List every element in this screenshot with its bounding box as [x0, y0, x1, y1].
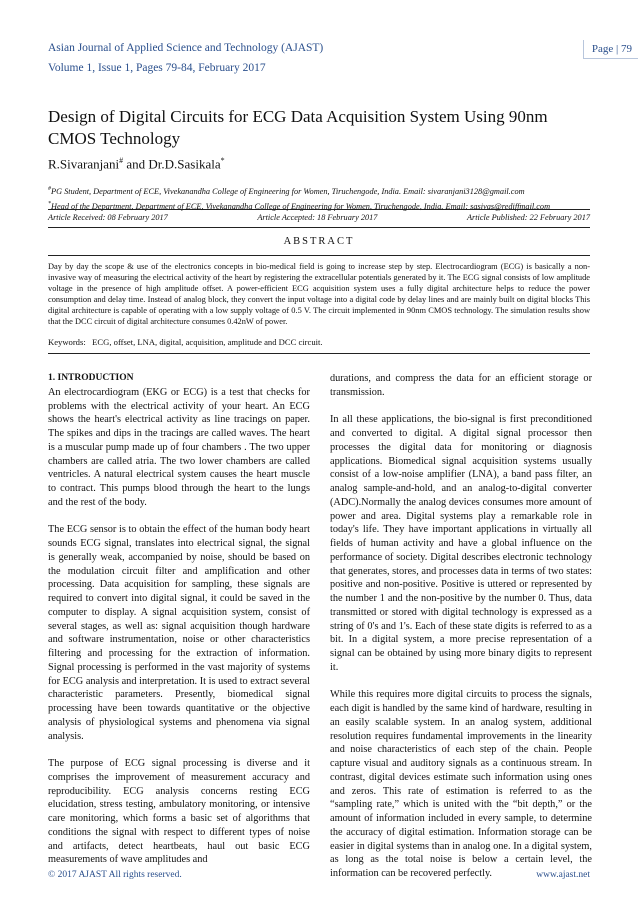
section-heading-introduction: 1. INTRODUCTION [48, 373, 134, 383]
journal-header [48, 38, 323, 78]
abstract-text: Day by day the scope & use of the electronics concepts in bio-medical field is going to increase step by step. Electrocardiogram (ECG) is basically a non-invasive way of measuring the electrical activity of the heart by registering the extracellular potentials generated by it. The ECG signal consists of low amplitude voltage in the presence of high amplitude offset. A power-efficient ECG acquisition system uses a fully digital architecture helps to reduce the power consumption and delay time. Instead of analog block, they convert the input voltage into a digital code by delay lines and are mainly built on digital blocks This digital architecture is capable of operating with a low supply voltage of 0.5 V. The circuit implemented in 90nm CMOS technology. The simulation results show that the DCC circuit of digital architecture consumes 0.42nW of power. [48, 262, 590, 327]
keywords-text: ECG, offset, LNA, digital, acquisition, amplitude and DCC circuit. [92, 337, 323, 347]
journal-name: Asian Journal of Applied Science and Technology (AJAST) [48, 42, 324, 54]
date-accepted: Article Accepted: 18 February 2017 [257, 213, 378, 222]
affiliation-1-mark: # [48, 186, 51, 192]
divider-abstract-bottom [48, 353, 590, 354]
abstract-heading: ABSTRACT [283, 236, 355, 247]
page-number: Page | 79 [583, 40, 638, 59]
website-link[interactable]: www.ajast.net [536, 870, 590, 880]
affiliation-1 [48, 183, 608, 198]
paragraph: While this requires more digital circuits to process the signals, each digit is handled by the same kind of hardware, resulting in an easily scalable system. In an analog system, additional resolution requires fundamental improvements in the linearity and noise characteristics of each step of the chain. People capture visual and auditory signals as a continuous stream. In contrast, digital devices estimate such information using ones and zeros. This rate of estimation is referred to as the “sampling rate,” which is united with the “bit depth,” or the amount of information included in every sample, to determine the accuracy of digital estimation. Information storage can be easier in digital systems than in analog one. In a digital system, as long as the total noise is below a certain level, the information can be recovered perfectly. [330, 689, 592, 879]
journal-volume: Volume 1, Issue 1, Pages 79-84, February 2017 [48, 62, 266, 74]
body-column-left [48, 372, 310, 881]
paragraph: The ECG sensor is to obtain the effect of the human body heart sounds ECG signal, translates into electrical signal, the signal is generally weak, accompanied by noise, should be based on the modulation circuit filter and amplification and other processing. Data acquisition for sampling, these signals are required to convert into digital signal, it could be saved in the computer to display. A signal acquisition system, consist of several stages, as well as: signal acquisition though hardware and software instrumentation, noise or other characteristics filtering and processing for the extraction of information. Signal processing is performed in the vast majority of systems for ECG analysis and interpretation. It is used to extract several characteristic parameters. Presently, biomedical signal processing have been towards quantitative or the objective analysis of physiological systems and phenomena via signal analysis. [48, 524, 310, 742]
paragraph: durations, and compress the data for an efficient storage or transmission. [330, 373, 592, 398]
author-2-mark: * [220, 156, 225, 165]
article-dates [48, 213, 590, 222]
divider-abstract-top [48, 255, 590, 256]
affiliation-2-mark: * [48, 200, 51, 207]
keywords-line [48, 337, 590, 347]
author-2: Dr.D.Sasikala [148, 156, 221, 172]
affiliation-1-text: PG Student, Department of ECE, Vivekanandha College of Engineering for Women, Tiruchengode, India. Email: sivaranjani3128@gmail.com [51, 186, 525, 196]
divider-dates [48, 227, 590, 228]
affiliation-2 [48, 198, 608, 213]
author-1: R.Sivaranjani [48, 156, 120, 172]
body-column-right [330, 372, 592, 895]
author-conjunction: and [123, 156, 149, 172]
date-published: Article Published: 22 February 2017 [466, 213, 590, 222]
article-title: Design of Digital Circuits for ECG Data Acquisition System Using 90nm CMOS Technology [48, 107, 548, 148]
paragraph: The purpose of ECG signal processing is diverse and it comprises the improvement of measurement accuracy and reproducibility. ECG analysis concerns resting ECG elucidation, stress testing, ambulatory monitoring, or intensive care monitoring, which forms a basic set of algorithms that conditions the signal with respect to different types of noise and artifacts, detect heartbeats, haul out basic ECG measurements of wave amplitudes and [48, 758, 310, 866]
page-footer [48, 870, 590, 880]
date-received: Article Received: 08 February 2017 [48, 213, 168, 222]
divider-top [48, 209, 590, 210]
paragraph: In all these applications, the bio-signal is first preconditioned and converted to digital. A digital signal processor then processes the digital data for monitoring or diagnosis applications. Biomedical signal acquisition systems usually consist of a low-noise amplifier (LNA), a band pass filter, an analog sample-and-hold, and an analog-to-digital converter (ADC).Normally the analog devices consumes more amount of power and area. Digital systems play a remarkable role in today's life. They have important applications in virtually all fields of human activity and have a global influence on the performance of society. Digital describes electronic technology that generates, stores, and processes data in terms of two states: positive and non-positive. Positive is uttered or represented by the number 1 and the non-positive by the number 0. Thus, data transmitted or stored with digital technology is expressed as a string of 0's and 1's. Each of these state digits is referred to as a bit. In a digital system, a more precise representation of a signal can be obtained by using more binary digits to represent it. [330, 414, 592, 673]
author-line [48, 156, 225, 172]
affiliation-2-text: Head of the Department, Department of ECE, Vivekanandha College of Engineering for Women, Tiruchengode, India. Email: sasivas@rediffmail.com [51, 201, 551, 211]
copyright: © 2017 AJAST All rights reserved. [48, 870, 182, 880]
paragraph: An electrocardiogram (EKG or ECG) is a test that checks for problems with the electrical activity of your heart. An ECG shows the heart's electrical activity as line tracings on paper. The spikes and dips in the tracings are called waves. The heart is a muscular pump made up of four chambers . The two upper chambers are called atria. The two lower chambers are called ventricles. A natural electrical system causes the heart muscle to contract. This pumps blood through the heart to the lungs and the rest of the body. [48, 386, 310, 508]
keywords-label: Keywords: [48, 337, 86, 347]
author-1-mark: # [119, 156, 124, 165]
